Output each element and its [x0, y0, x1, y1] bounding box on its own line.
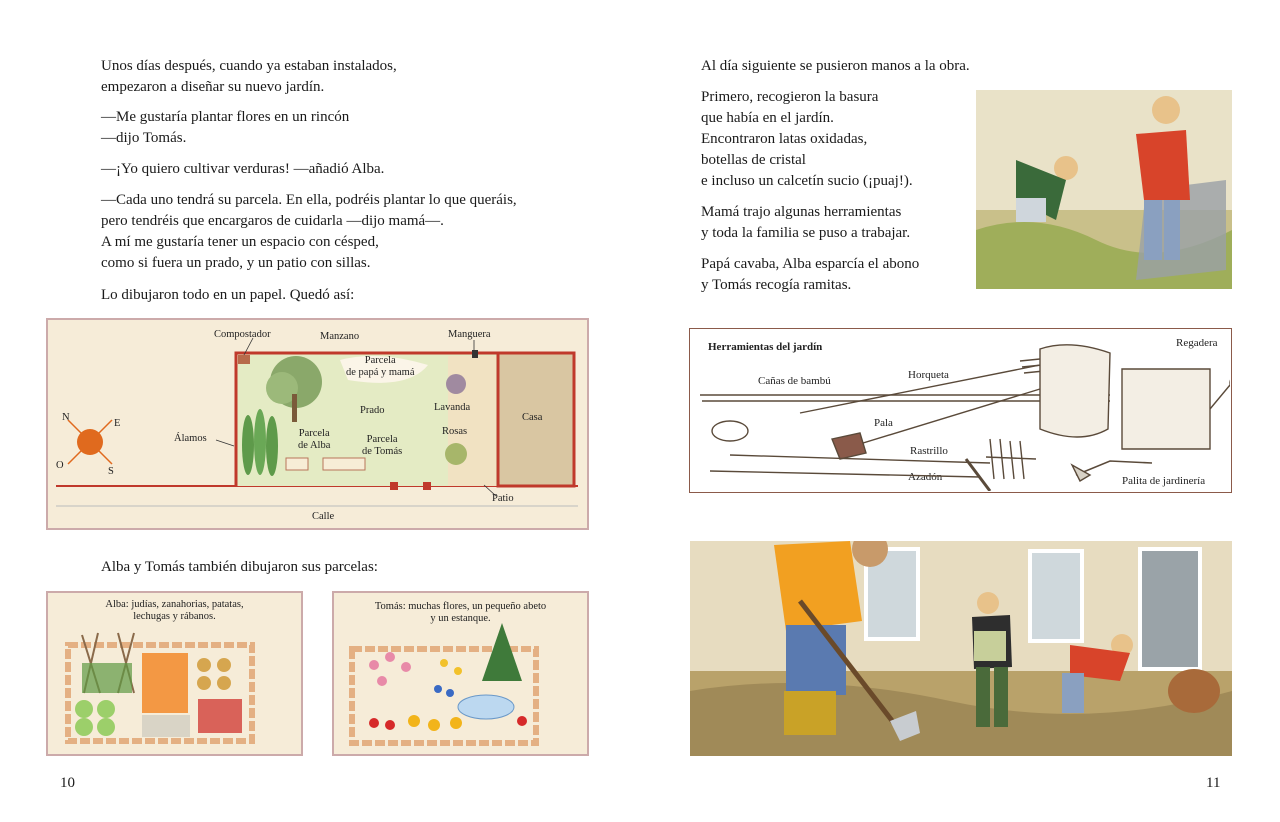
- left-para-2: [101, 107, 349, 149]
- text-line: e incluso un calcetín sucio (¡puaj!).: [701, 173, 913, 189]
- caption-line: Tomás: muchas flores, un pequeño abeto: [374, 601, 547, 612]
- right-para-1: Al día siguiente se pusieron manos a la obra.: [701, 58, 970, 74]
- label-compostador: Compostador: [214, 329, 271, 340]
- right-para-4: [701, 254, 919, 296]
- children-cleaning-illustration: [976, 90, 1232, 289]
- right-para-3: [701, 202, 910, 244]
- label-parcela-tomas: [362, 434, 402, 458]
- label-regadera: Regadera: [1176, 337, 1218, 349]
- label-manguera: Manguera: [448, 329, 491, 340]
- label-rosas: Rosas: [442, 426, 468, 437]
- label-canas: Cañas de bambú: [758, 375, 831, 387]
- text-line: y toda la familia se puso a trabajar.: [701, 225, 911, 241]
- text-line: empezaron a diseñar su nuevo jardín.: [101, 79, 325, 95]
- family-digging-illustration: [690, 541, 1232, 756]
- label-line: Parcela: [298, 428, 330, 439]
- label-line: de Tomás: [362, 446, 403, 457]
- caption-line: Alba: judías, zanahorias, patatas,: [105, 599, 244, 610]
- caption-line: y un estanque.: [430, 613, 491, 624]
- text-line: —Cada uno tendrá su parcela. En ella, podréis plantar lo que queráis,: [101, 192, 517, 208]
- text-line: Encontraron latas oxidadas,: [701, 131, 868, 147]
- label-parcela-papa: [346, 355, 415, 379]
- label-horqueta: Horqueta: [908, 369, 949, 381]
- page-number-left: 10: [60, 775, 75, 791]
- text-line: Papá cavaba, Alba esparcía el abono: [701, 256, 920, 272]
- label-azadon: Azadón: [908, 471, 943, 483]
- label-line: de papá y mamá: [346, 367, 415, 378]
- page-number-right: 11: [1206, 775, 1221, 791]
- garden-plan: [46, 318, 589, 530]
- label-line: Parcela: [364, 355, 396, 366]
- text-line: —Me gustaría plantar flores en un rincón: [101, 109, 350, 125]
- label-line: Parcela: [366, 434, 398, 445]
- text-line: como si fuera un prado, y un patio con sillas.: [101, 255, 371, 271]
- left-para-5: [101, 285, 354, 306]
- digging-scene: [690, 541, 1232, 756]
- label-pala: Pala: [874, 417, 893, 429]
- flower-plot-illustration: [334, 593, 587, 754]
- label-rastrillo: Rastrillo: [910, 445, 948, 457]
- plots-intro: Alba y Tomás también dibujaron sus parcelas:: [101, 559, 378, 575]
- compass-e: E: [114, 418, 121, 429]
- tools-title: Herramientas del jardín: [708, 341, 823, 353]
- caption-line: lechugas y rábanos.: [133, 611, 216, 622]
- text-line: —¡Yo quiero cultivar verduras! —añadió Alba.: [101, 161, 385, 177]
- tomas-plot-drawing: [332, 591, 589, 756]
- label-patio: Patio: [492, 493, 514, 504]
- text-line: Lo dibujaron todo en un papel. Quedó así:: [101, 287, 355, 303]
- label-casa: Casa: [522, 412, 543, 423]
- text-line: que había en el jardín.: [701, 110, 834, 126]
- text-line: Mamá trajo algunas herramientas: [701, 204, 902, 220]
- label-parcela-alba: [298, 428, 330, 452]
- cleaning-scene: [976, 90, 1232, 289]
- compass-n: N: [62, 412, 70, 423]
- left-para-3: [101, 159, 384, 180]
- text-line: Primero, recogieron la basura: [701, 89, 879, 105]
- left-para-1: [101, 56, 397, 98]
- text-line: Unos días después, cuando ya estaban instalados,: [101, 58, 397, 74]
- label-palita: Palita de jardinería: [1122, 475, 1206, 487]
- alba-plot-drawing: [46, 591, 303, 756]
- label-line: de Alba: [298, 440, 331, 451]
- label-prado: Prado: [360, 405, 385, 416]
- compass-o: O: [56, 460, 64, 471]
- left-para-4: [101, 190, 517, 274]
- text-line: pero tendréis que encargaros de cuidarla —dijo mamá—.: [101, 213, 444, 229]
- label-lavanda: Lavanda: [434, 402, 471, 413]
- vegetable-plot-illustration: [48, 593, 301, 754]
- label-alamos: Álamos: [174, 433, 207, 444]
- text-line: botellas de cristal: [701, 152, 806, 168]
- text-line: —dijo Tomás.: [101, 130, 187, 146]
- text-line: y Tomás recogía ramitas.: [701, 277, 852, 293]
- tools-drawing: [690, 329, 1230, 491]
- compass-s: S: [108, 466, 114, 477]
- right-para-2: [701, 87, 913, 192]
- text-line: A mí me gustaría tener un espacio con césped,: [101, 234, 379, 250]
- label-calle: Calle: [312, 511, 335, 522]
- label-manzano: Manzano: [320, 331, 360, 342]
- garden-tools-diagram: [689, 328, 1232, 493]
